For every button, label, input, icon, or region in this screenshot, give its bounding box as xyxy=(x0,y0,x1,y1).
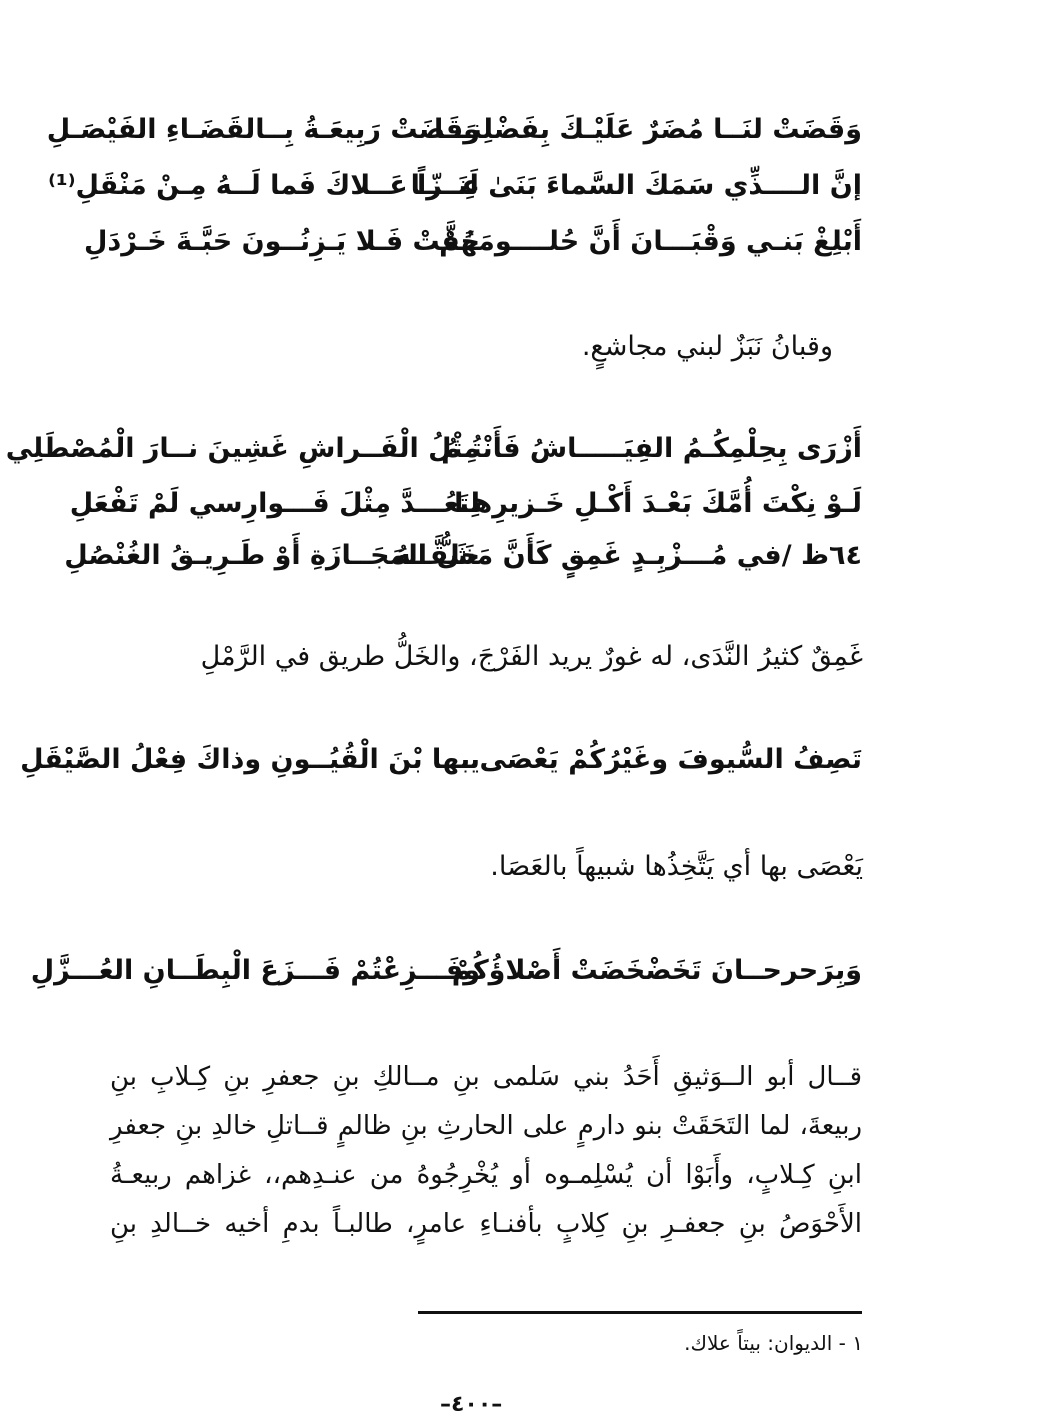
paragraph-line: ربيعةَ، لما التَحَقَتْ بنو دارمٍ على الحارثِ بنِ ظالمٍ قــاتلِ خالدِ بنِ جعفرِ xyxy=(110,1111,862,1141)
verse-first-hemistich: أَزْرَى بِحِلْمِكُـمُ الفِيَـــــاشُ فَأَنْتُـمُ xyxy=(441,433,862,464)
verse-second-hemistich: خَفَّتْ فَـلا يَـزِنُــونَ حَبَّـةَ خَـرْدَلِ xyxy=(83,226,480,257)
prose-paragraph xyxy=(110,1053,862,1249)
footnote-divider xyxy=(418,1311,862,1314)
verse-first-hemistich: أَبْلِغْ بَنـي وَقْبَـــانَ أَنَّ حُلــــومَهُمْ xyxy=(439,226,862,257)
verse-first-hemistich: ٦٤ظ /في مُـــزْبِـدٍ غَمِقٍ كَأَنَّ مَشَقَّــهُ xyxy=(394,540,862,571)
commentary-note: غَمِقٌ كثيرُ النَّدَى، له غورٌ يريد الفَرْجَ، والخَلُّ طريق في الرَّمْلِ xyxy=(200,641,863,672)
verse-second-hemistich: لِتَعُـــدَّ مِثْلَ فَـــوارِسي لَمْ تَفْعَلِ xyxy=(69,488,480,519)
page-number: –٤٠٠– xyxy=(440,1392,503,1417)
verse-first-hemistich: لَـوْ نِكْتَ أُمَّكَ بَعْـدَ أَكْـلِ خَـزيرِهـا xyxy=(454,488,862,519)
verse-line xyxy=(69,478,862,530)
verse-line xyxy=(46,104,862,156)
verse-line xyxy=(5,423,862,475)
verse-second-hemistich: وفَـــزِعْتُمْ فَـــزَعَ الْبِطَــانِ العُـــزَّلِ xyxy=(30,955,480,986)
verse-first-hemistich: إنَّ الــــذِّي سَمَكَ السَّماءَ بَنَىٰ لَنَــــا xyxy=(410,170,862,201)
verse-second-hemistich: خَلُّ المَجَــازَةِ أَوْ طَـرِيـقُ الغُنْصُلِ xyxy=(64,540,480,571)
verse-line xyxy=(48,160,862,212)
verse-first-hemistich: تَصِفُ السُّيوفَ وغَيْرُكُمْ يَعْصَى بها xyxy=(432,744,862,775)
verse-line xyxy=(83,216,862,268)
verse-second-hemistich: عِــزّاً عَــلاكَ فَما لَــهُ مِـنْ مَنْقَلِ⁽¹⁾ xyxy=(48,170,480,201)
verse-second-hemistich: وَقَضَتْ رَبِيعَـةُ بِــالقَضَـاءِ الفَيْصَـلِ xyxy=(46,114,480,145)
footnote: ١ - الديوان: بيتاً علاك. xyxy=(684,1331,863,1355)
paragraph-line: الأَحْوَصُ بنِ جعفـرِ بنِ كِلابٍ بأفنـاءِ عامرٍ، طالبـاً بدمِ أخيه خــالدِ بنِ xyxy=(110,1209,862,1239)
paragraph-line: ابنِ كِـلابٍ، وأَبَوْا أن يُسْلِمـوه أو يُخْرِجُوهُ من عنـدِهم،، غزاهم ربيعـةُ xyxy=(110,1160,862,1190)
verse-first-hemistich: وَبِرَحرحــانَ تَخَضْخَضَتْ أَصْلاؤُكُمْ xyxy=(451,955,862,986)
verse-line xyxy=(64,530,862,582)
verse-first-hemistich: وَقَضَتْ لنَــا مُضَرٌ عَلَيْـكَ بِفَضْلِنـــا xyxy=(433,114,862,145)
verse-line xyxy=(20,734,862,786)
verse-second-hemistich: يـــا بْنَ الْقُيُــونِ وذاكَ فِعْلُ الصَّيْقَلِ xyxy=(20,744,480,775)
verse-line xyxy=(30,945,862,997)
commentary-note: وقبانُ نَبَزٌ لبني مجاشعٍ. xyxy=(581,331,833,362)
paragraph-line: قــال أبو الــوَثيقِ أَحَدُ بني سَلمى بنِ مــالكِ بنِ جعفرِ بنِ كِـلابِ بنِ xyxy=(110,1062,862,1092)
commentary-note: يَعْصَى بها أي يَتَّخِذُها شبيهاً بالعَصَا. xyxy=(490,851,863,882)
verse-second-hemistich: مِثْلُ الْفَــراشِ غَشِينَ نــارَ الْمُصْطَلِي xyxy=(5,433,480,464)
